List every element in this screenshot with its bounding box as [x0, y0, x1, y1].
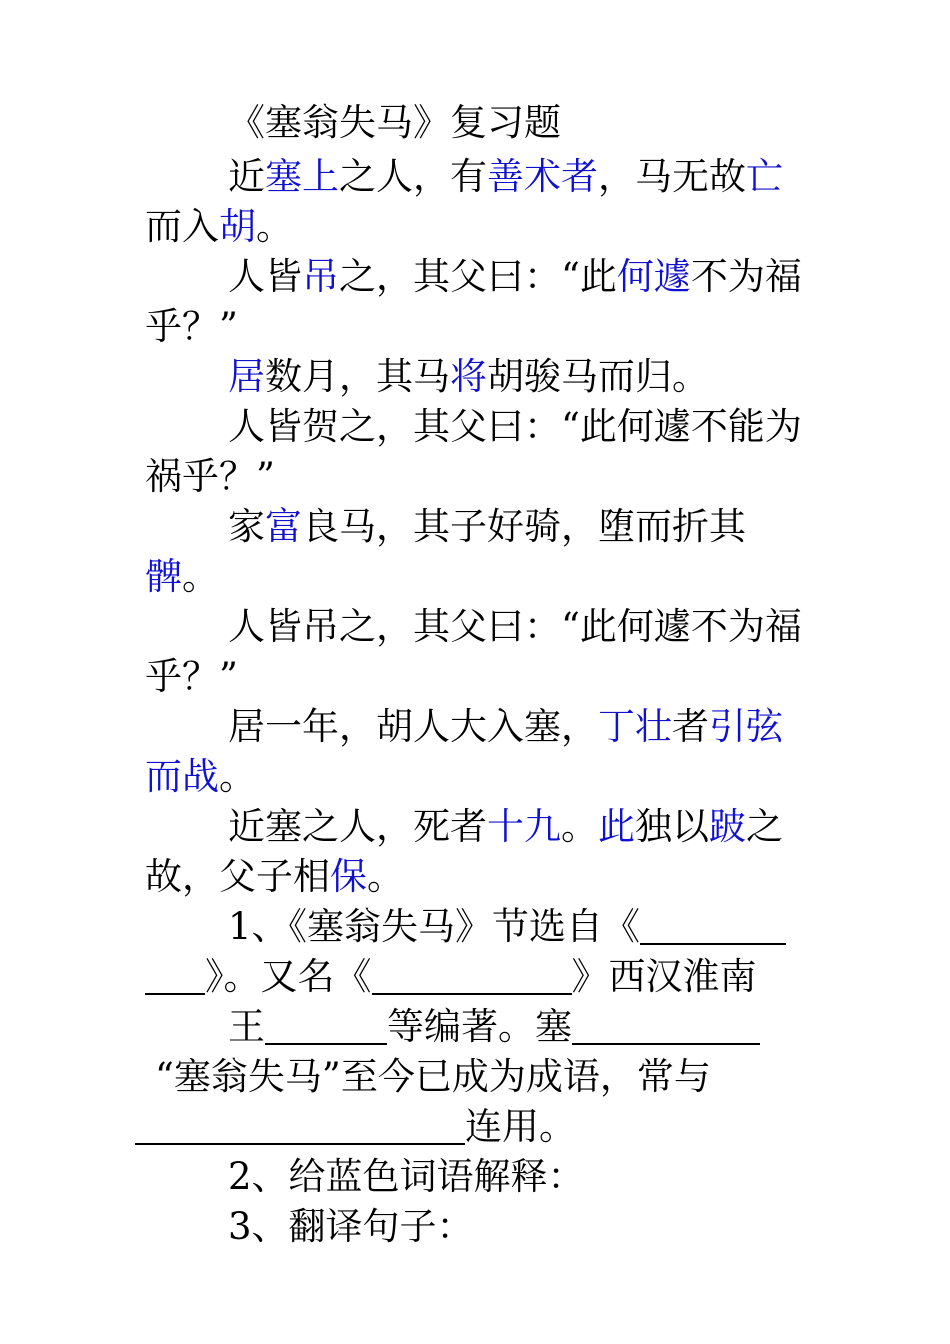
highlighted-term: 保 — [330, 855, 367, 898]
question-1-text-g: 连用。 — [465, 1105, 576, 1148]
passage-text: ，马无故 — [598, 155, 746, 198]
highlighted-term: 跛 — [709, 805, 746, 848]
passage-text: 数月，其马 — [265, 355, 450, 398]
highlighted-term: 善术者 — [487, 155, 598, 198]
passage-text: 胡骏马而归。 — [487, 355, 709, 398]
passage-paragraph — [145, 602, 810, 702]
passage-text: 之故，父子相 — [145, 805, 783, 898]
highlighted-term: 引弦而战 — [145, 705, 783, 798]
highlighted-term: 将 — [450, 355, 487, 398]
passage — [145, 152, 810, 902]
passage-paragraph — [145, 802, 810, 902]
passage-text: 者 — [672, 705, 709, 748]
highlighted-term: 塞上 — [265, 155, 339, 198]
passage-text: 人皆吊之，其父曰：“此何遽不为福乎？” — [145, 605, 802, 698]
highlighted-term: 居 — [228, 355, 265, 398]
question-3: 3、翻译句子： — [228, 1205, 474, 1248]
passage-text: 。 — [561, 805, 598, 848]
question-1-line-2 — [145, 1002, 810, 1052]
highlighted-term: 十九 — [487, 805, 561, 848]
blank-source-title[interactable] — [640, 907, 786, 945]
page-title: 《塞翁失马》复习题 — [228, 101, 561, 144]
passage-paragraph — [145, 702, 810, 802]
passage-text: 人皆贺之，其父曰：“此何遽不能为祸乎？” — [145, 405, 802, 498]
passage-text: 不为福乎？” — [145, 255, 802, 348]
passage-text: 之人，有 — [339, 155, 487, 198]
passage-text: 独以 — [635, 805, 709, 848]
blank-sai-meaning[interactable] — [572, 1007, 760, 1045]
highlighted-term: 何遽 — [616, 255, 691, 298]
passage-text: 之，其父曰：“此 — [339, 255, 617, 298]
blank-idiom-pair[interactable] — [135, 1107, 465, 1145]
passage-text: 家 — [228, 505, 265, 548]
document-page — [145, 98, 810, 1252]
highlighted-term: 吊 — [302, 255, 339, 298]
highlighted-term: 胡 — [219, 205, 256, 248]
passage-text: 近 — [228, 155, 265, 198]
highlighted-term: 丁壮 — [598, 705, 672, 748]
passage-text: 。 — [219, 755, 256, 798]
question-1-text-e: 等编著。塞 — [387, 1005, 572, 1048]
blank-source-title-cont[interactable] — [145, 957, 205, 995]
passage-text: 人皆 — [228, 255, 302, 298]
passage-paragraph — [145, 252, 810, 352]
blank-alt-name[interactable] — [372, 957, 572, 995]
question-1-text-c: 》西汉淮南 — [571, 955, 757, 998]
passage-paragraph — [145, 152, 810, 252]
question-1-text-b: 》。又名《 — [205, 955, 372, 998]
passage-text: 。 — [256, 205, 293, 248]
highlighted-term: 髀 — [145, 555, 182, 598]
question-1-text-d: 王 — [228, 1005, 265, 1048]
blank-author[interactable] — [265, 1007, 387, 1045]
passage-text: 居一年，胡人大入塞， — [228, 705, 598, 748]
highlighted-term: 此 — [598, 805, 635, 848]
passage-paragraph — [145, 352, 810, 402]
passage-text: 近塞之人，死者 — [228, 805, 487, 848]
question-1-line-3 — [145, 1052, 810, 1152]
passage-text: 。 — [182, 555, 219, 598]
passage-text: 而入 — [145, 205, 219, 248]
question-1-text-f: “塞翁失马”至今已成为成语，常与 — [155, 1055, 711, 1098]
question-1 — [145, 902, 810, 1002]
passage-text: 良马，其子好骑，堕而折其 — [302, 505, 746, 548]
passage-paragraph — [145, 402, 810, 502]
passage-text: 。 — [367, 855, 404, 898]
highlighted-term: 富 — [265, 505, 302, 548]
question-1-text-a: 1、《塞翁失马》节选自《 — [228, 905, 641, 948]
highlighted-term: 亡 — [746, 155, 783, 198]
question-2: 2、给蓝色词语解释： — [228, 1155, 585, 1198]
passage-paragraph — [145, 502, 810, 602]
